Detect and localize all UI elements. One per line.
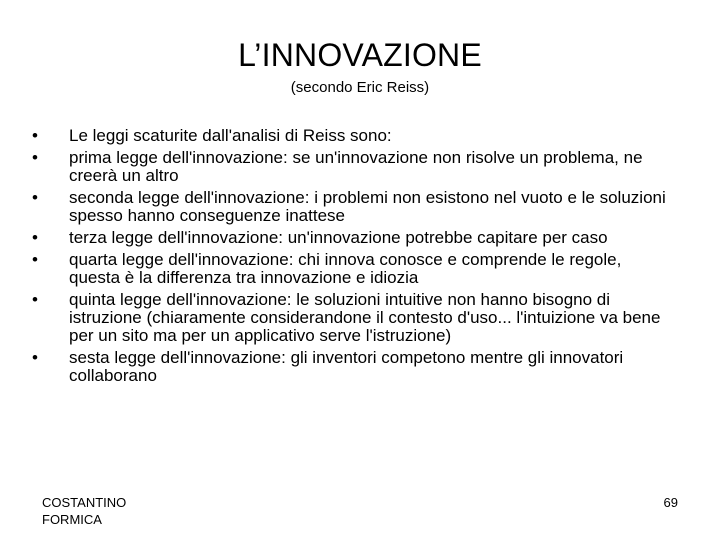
bullet-list (24, 127, 674, 389)
page-number: 69 (663, 495, 678, 510)
footer-author: COSTANTINO FORMICA (42, 495, 127, 527)
bullet-item (24, 189, 674, 225)
bullet-icon: • (32, 290, 38, 309)
bullet-item (24, 229, 674, 247)
bullet-text: quarta legge dell'innovazione: chi innova conosce e comprende le regole, questa è la differenza tra innovazione e idiozia (69, 250, 622, 287)
bullet-icon: • (32, 148, 38, 167)
bullet-item (24, 349, 674, 385)
bullet-item (24, 291, 674, 345)
bullet-text: Le leggi scaturite dall'analisi di Reiss sono: (69, 126, 392, 145)
bullet-item (24, 251, 674, 287)
bullet-text: terza legge dell'innovazione: un'innovazione potrebbe capitare per caso (69, 228, 608, 247)
bullet-icon: • (32, 348, 38, 367)
bullet-item (24, 127, 674, 145)
bullet-icon: • (32, 228, 38, 247)
bullet-text: quinta legge dell'innovazione: le soluzioni intuitive non hanno bisogno di istruzione (chiaramente considerandone il contesto d'uso... l'intuizione va bene per un sito ma per un applicativo serve l'istruzione) (69, 290, 661, 345)
bullet-item (24, 149, 674, 185)
bullet-icon: • (32, 188, 38, 207)
bullet-text: sesta legge dell'innovazione: gli inventori competono mentre gli innovatori collaborano (69, 348, 624, 385)
slide-title: L’INNOVAZIONE (238, 37, 482, 73)
bullet-icon: • (32, 250, 38, 269)
bullet-icon: • (32, 126, 38, 145)
bullet-text: seconda legge dell'innovazione: i problemi non esistono nel vuoto e le soluzioni spesso hanno conseguenze inattese (69, 188, 666, 225)
slide-subtitle: (secondo Eric Reiss) (290, 79, 430, 96)
bullet-text: prima legge dell'innovazione: se un'innovazione non risolve un problema, ne creerà un altro (69, 148, 643, 185)
